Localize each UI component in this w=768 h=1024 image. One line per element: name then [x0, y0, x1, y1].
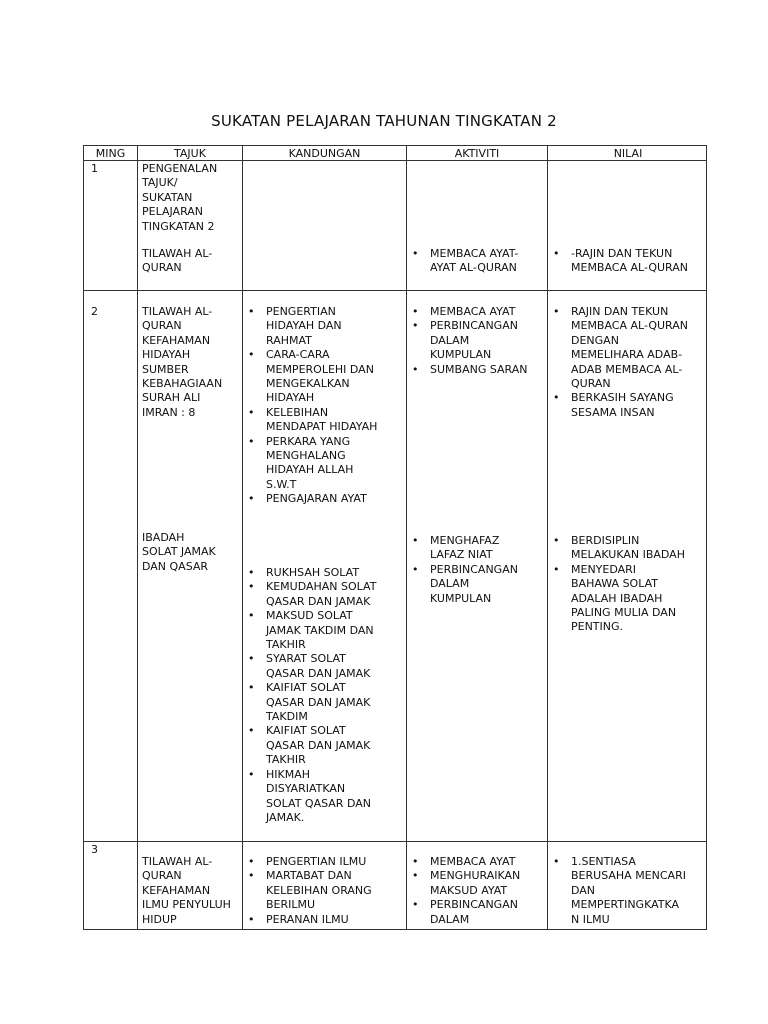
row-divider — [84, 841, 706, 842]
list-item: • RAJIN DAN TEKUN MEMBACA AL-QURAN DENGAN MEMELIHARA ADAB- ADAB MEMBACA AL- QURAN — [548, 305, 688, 391]
list-item: • HIKMAH DISYARIATKAN SOLAT QASAR DAN JAMAK. — [243, 768, 376, 826]
topic-text: TILAWAH AL- QURAN KEFAHAMAN ILMU PENYULUH HIDUP — [142, 855, 231, 926]
header-nilai: NILAI — [613, 147, 643, 160]
list-item: • SUMBANG SARAN — [407, 363, 528, 377]
header-aktiviti: AKTIVITI — [454, 147, 500, 160]
list-item: • 1.SENTIASA BERUSAHA MENCARI DAN MEMPERTINGKATKA N ILMU — [548, 855, 686, 927]
content-list — [243, 855, 372, 927]
list-item: • RUKHSAH SOLAT — [243, 566, 376, 580]
activity-list — [407, 305, 528, 377]
topic-text: TILAWAH AL- QURAN KEFAHAMAN HIDAYAH SUMBER KEBAHAGIAAN SURAH ALI IMRAN : 8 — [142, 305, 223, 419]
value-list — [548, 855, 686, 927]
list-item: • CARA-CARA MEMPEROLEHI DAN MENGEKALKAN HIDAYAH — [243, 348, 377, 406]
list-item: • MAKSUD SOLAT JAMAK TAKDIM DAN TAKHIR — [243, 609, 376, 652]
list-item: • MEMBACA AYAT- AYAT AL-QURAN — [407, 247, 518, 276]
list-item: • PENGERTIAN ILMU — [243, 855, 372, 869]
list-item: • MENGHAFAZ LAFAZ NIAT — [407, 534, 518, 563]
list-item: • KAIFIAT SOLAT QASAR DAN JAMAK TAKDIM — [243, 681, 376, 724]
list-item: • MENGHURAIKAN MAKSUD AYAT — [407, 869, 520, 898]
page-title: SUKATAN PELAJARAN TAHUNAN TINGKATAN 2 — [211, 112, 557, 130]
list-item: • PERBINCANGAN DALAM KUMPULAN — [407, 563, 518, 606]
value-list — [548, 247, 688, 276]
syllabus-table — [83, 145, 707, 930]
list-item: • -RAJIN DAN TEKUN MEMBACA AL-QURAN — [548, 247, 688, 276]
list-item: • PERBINCANGAN DALAM KUMPULAN — [407, 319, 528, 362]
topic-text: TILAWAH AL- QURAN — [142, 247, 213, 275]
value-list — [548, 534, 685, 635]
list-item: • BERKASIH SAYANG SESAMA INSAN — [548, 391, 688, 420]
week-number: 2 — [91, 305, 98, 318]
list-item: • KELEBIHAN MENDAPAT HIDAYAH — [243, 406, 377, 435]
list-item: • PERKARA YANG MENGHALANG HIDAYAH ALLAH S.W.T — [243, 435, 377, 493]
activity-list — [407, 855, 520, 927]
topic-text: PENGENALAN TAJUK/ SUKATAN PELAJARAN TINGKATAN 2 — [142, 162, 218, 233]
content-list — [243, 305, 377, 507]
row-divider — [84, 290, 706, 291]
topic-text: IBADAH SOLAT JAMAK DAN QASAR — [142, 531, 216, 573]
header-ming: MING — [95, 147, 126, 160]
content-list — [243, 566, 376, 825]
list-item: • PERBINCANGAN DALAM — [407, 898, 520, 927]
list-item: • PENGERTIAN HIDAYAH DAN RAHMAT — [243, 305, 377, 348]
activity-list — [407, 247, 518, 276]
activity-list — [407, 534, 518, 606]
column-divider — [137, 146, 138, 929]
list-item: • PERANAN ILMU — [243, 913, 372, 927]
list-item: • KEMUDAHAN SOLAT QASAR DAN JAMAK — [243, 580, 376, 609]
list-item: • KAIFIAT SOLAT QASAR DAN JAMAK TAKHIR — [243, 724, 376, 767]
list-item: • MEMBACA AYAT — [407, 855, 520, 869]
list-item: • MEMBACA AYAT — [407, 305, 528, 319]
week-number: 1 — [91, 162, 98, 175]
list-item: • MARTABAT DAN KELEBIHAN ORANG BERILMU — [243, 869, 372, 912]
list-item: • SYARAT SOLAT QASAR DAN JAMAK — [243, 652, 376, 681]
header-tajuk: TAJUK — [174, 147, 206, 160]
value-list — [548, 305, 688, 420]
row-divider — [84, 160, 706, 161]
list-item: • PENGAJARAN AYAT — [243, 492, 377, 506]
week-number: 3 — [91, 843, 98, 856]
list-item: • MENYEDARI BAHAWA SOLAT ADALAH IBADAH PALING MULIA DAN PENTING. — [548, 563, 685, 635]
header-kandungan: KANDUNGAN — [288, 147, 361, 160]
list-item: • BERDISIPLIN MELAKUKAN IBADAH — [548, 534, 685, 563]
